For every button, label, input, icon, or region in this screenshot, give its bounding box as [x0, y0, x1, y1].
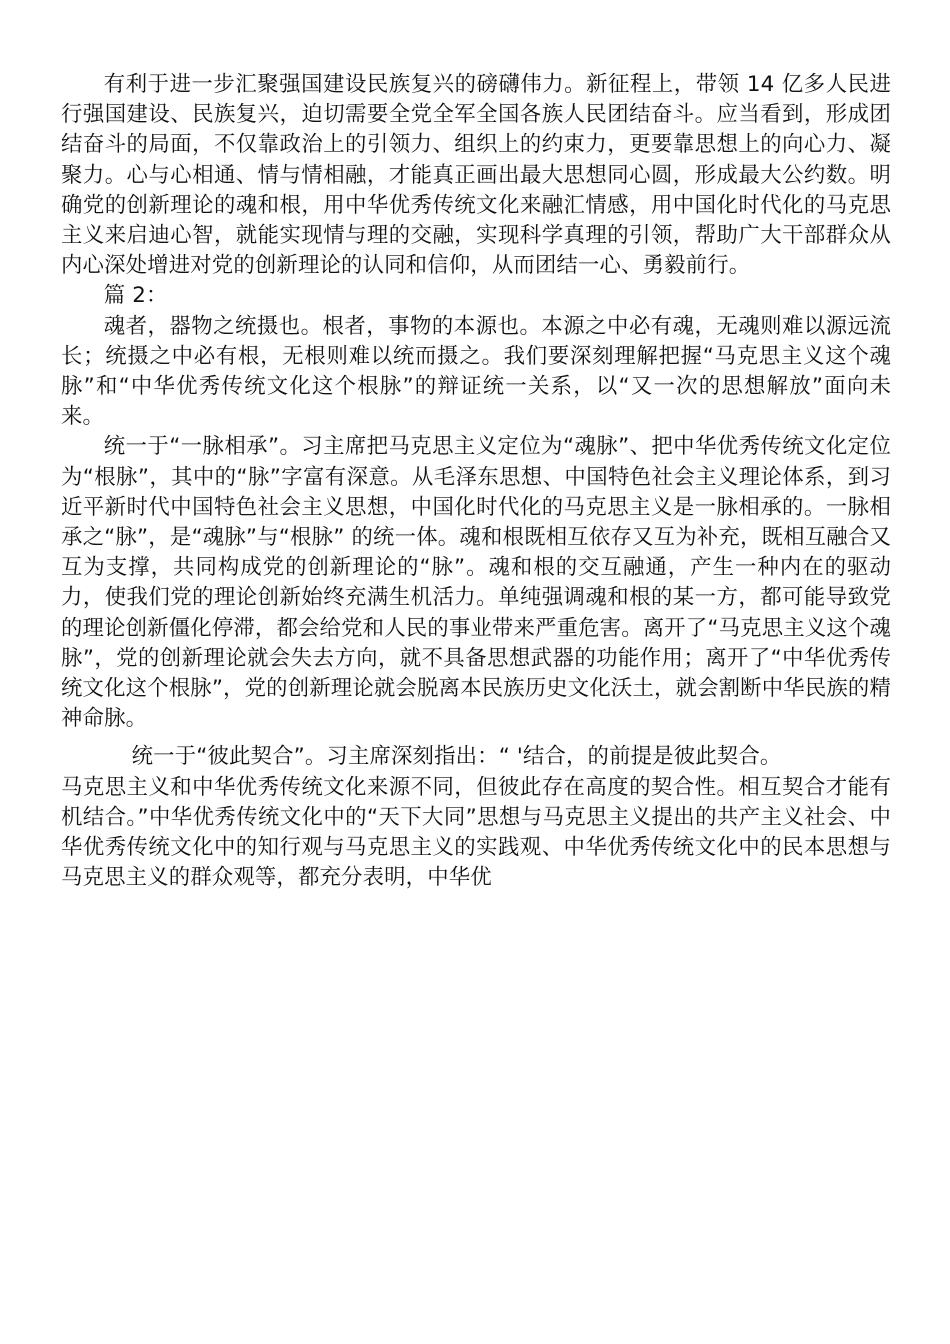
paragraph-4: 统一于“彼此契合”。习主席深刻指出：“ '结合，的前提是彼此契合。: [131, 744, 782, 770]
section-heading: 篇 2：: [103, 283, 168, 309]
paragraph-2: 魂者，器物之统摄也。根者，事物的本源也。本源之中必有魂，无魂则难以源远流长；统摄之中必有根，无根则难以统而摄之。我们要深刻理解把握“马克思主义这个魂脉”和“中华优秀传统文化这个根脉”的辩证统一关系，以“又一次的思想解放”面向未来。: [61, 313, 891, 430]
paragraph-3: 统一于“一脉相承”。习主席把马克思主义定位为“魂脉”、把中华优秀传统文化定位为“根脉”，其中的“脉”字富有深意。从毛泽东思想、中国特色社会主义理论体系，到习近平新时代中国特色社会主义思想，中国化时代化的马克思主义是一脉相承的。一脉相承之“脉”，是“魂脉”与“根脉” 的统一体。魂和根既相互依存又互为补充，既相互融合又互为支撑，共同构成党的创新理论的“脉”。魂和根的交互融通，产生一种内在的驱动力，使我们党的理论创新始终充满生机活力。单纯强调魂和根的某一方，都可能导致党的理论创新僵化停滞，都会给党和人民的事业带来严重危害。离开了“马克思主义这个魂脉”，党的创新理论就会失去方向，就不具备思想武器的功能作用；离开了“中华优秀传统文化这个根脉”，党的创新理论就会脱离本民族历史文化沃土，就会割断中华民族的精神命脉。: [61, 434, 891, 732]
document-body: [61, 70, 891, 893]
paragraph-1: 有利于进一步汇聚强国建设民族复兴的磅礴伟力。新征程上，带领 14 亿多人民进行强国建设、民族复兴，迫切需要全党全军全国各族人民团结奋斗。应当看到，形成团结奋斗的局面，不仅靠政治上的引领力、组织上的约束力，更要靠思想上的向心力、凝聚力。心与心相通、情与情相融，才能真正画出最大思想同心圆，形成最大公约数。明确党的创新理论的魂和根，用中华优秀传统文化来融汇情感，用中国化时代化的马克思主义来启迪心智，就能实现情与理的交融，实现科学真理的引领，帮助广大干部群众从内心深处增进对党的创新理论的认同和信仰，从而团结一心、勇毅前行。: [61, 72, 891, 279]
paragraph-5: 马克思主义和中华优秀传统文化来源不同，但彼此存在高度的契合性。相互契合才能有机结合。”中华优秀传统文化中的“天下大同”思想与马克思主义提出的共产主义社会、中华优秀传统文化中的知行观与马克思主义的实践观、中华优秀传统文化中的民本思想与马克思主义的群众观等，都充分表明，中华优: [61, 774, 891, 891]
